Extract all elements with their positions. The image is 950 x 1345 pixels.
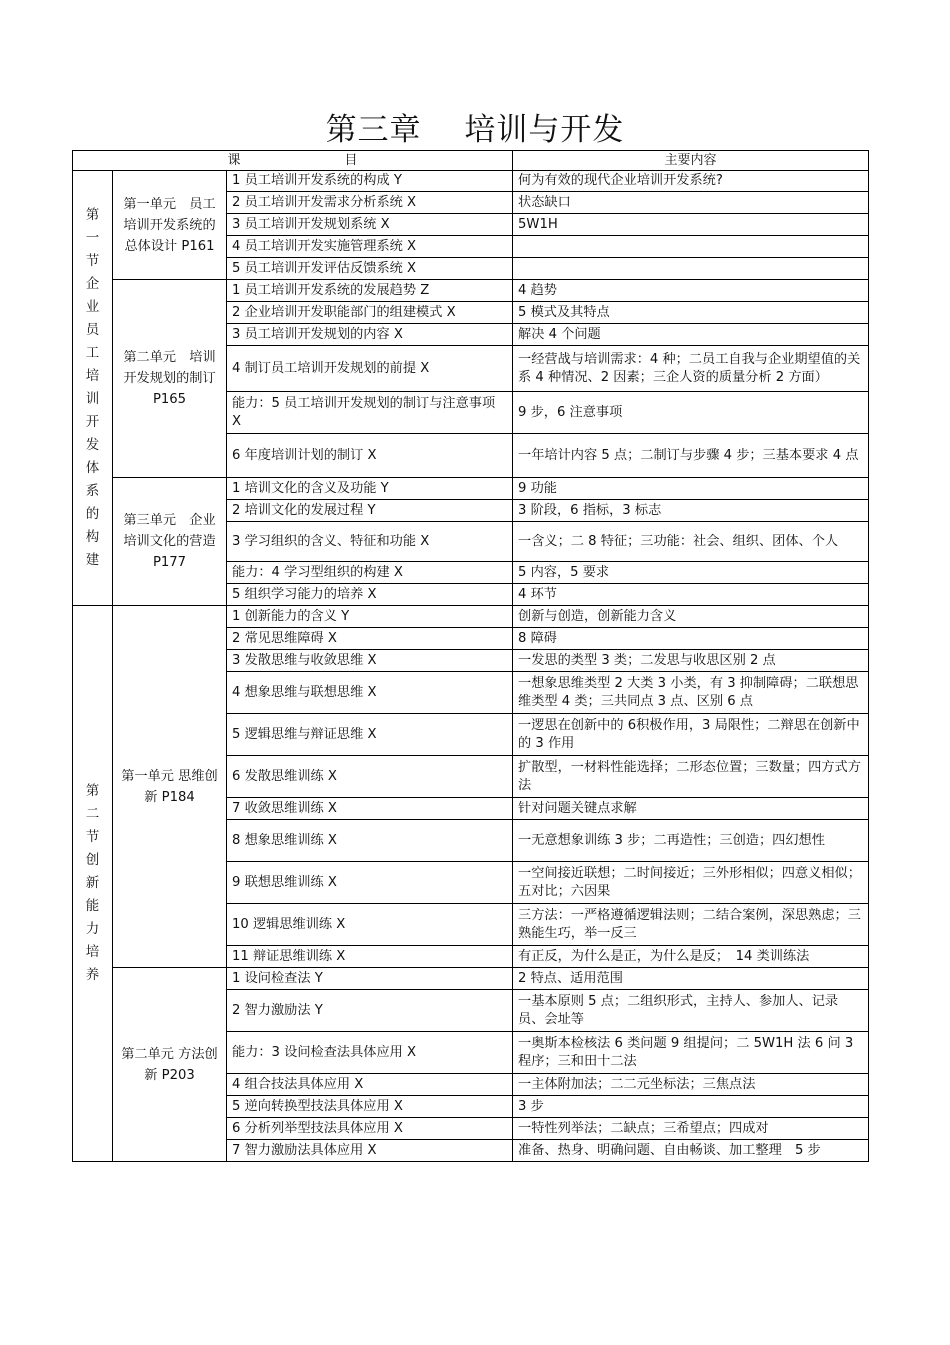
course-cell: 4 想象思维与联想思维 X: [227, 672, 513, 714]
content-cell: 一主体附加法；二二元坐标法；三焦点法: [513, 1074, 869, 1096]
content-cell: 4 环节: [513, 584, 869, 606]
table-row: [73, 606, 869, 628]
content-cell: 一逻思在创新中的 6积极作用，3 局限性；二辩思在创新中的 3 作用: [513, 714, 869, 756]
course-cell: 3 员工培训开发规划的内容 X: [227, 324, 513, 346]
course-cell: 能力：4 学习型组织的构建 X: [227, 562, 513, 584]
course-cell: 8 想象思维训练 X: [227, 820, 513, 862]
content-cell: [513, 236, 869, 258]
course-cell: 6 分析列举型技法具体应用 X: [227, 1118, 513, 1140]
course-cell: 7 收敛思维训练 X: [227, 798, 513, 820]
content-cell: 5W1H: [513, 214, 869, 236]
content-cell: 扩散型，一材料性能选择；二形态位置；三数量；四方式方法: [513, 756, 869, 798]
content-cell: 针对问题关键点求解: [513, 798, 869, 820]
content-cell: 4 趋势: [513, 280, 869, 302]
course-cell: 5 组织学习能力的培养 X: [227, 584, 513, 606]
table-row: [73, 968, 869, 990]
content-cell: 一奥斯本检核法 6 类问题 9 组提问；二 5W1H 法 6 问 3 程序；三和田十二法: [513, 1032, 869, 1074]
course-cell: 3 发散思维与收敛思维 X: [227, 650, 513, 672]
content-cell: 有正反，为什么是正，为什么是反； 14 类训练法: [513, 946, 869, 968]
content-cell: 5 内容，5 要求: [513, 562, 869, 584]
content-cell: 一经营战与培训需求：4 种；二员工自我与企业期望值的关系 4 种情况、2 因素；三企人资的质量分析 2 方面）: [513, 346, 869, 392]
content-cell: 3 步: [513, 1096, 869, 1118]
course-cell: 2 培训文化的发展过程 Y: [227, 500, 513, 522]
content-cell: 2 特点、适用范围: [513, 968, 869, 990]
course-cell: 4 制订员工培训开发规划的前提 X: [227, 346, 513, 392]
content-cell: 一无意想象训练 3 步；二再造性；三创造；四幻想性: [513, 820, 869, 862]
unit-label: 第三单元 企业培训文化的营造 P177: [113, 478, 227, 606]
course-cell: 2 常见思维障碍 X: [227, 628, 513, 650]
table-row: [73, 280, 869, 302]
unit-label: 第一单元 员工培训开发系统的总体设计 P161: [113, 171, 227, 280]
content-cell: 8 障碍: [513, 628, 869, 650]
table-row: [73, 478, 869, 500]
course-cell: 6 年度培训计划的制订 X: [227, 434, 513, 478]
content-cell: 一特性列举法；二缺点；三希望点；四成对: [513, 1118, 869, 1140]
course-cell: 4 员工培训开发实施管理系统 X: [227, 236, 513, 258]
course-cell: 4 组合技法具体应用 X: [227, 1074, 513, 1096]
content-cell: 一空间接近联想；二时间接近；三外形相似；四意义相似；五对比；六因果: [513, 862, 869, 904]
content-cell: 何为有效的现代企业培训开发系统?: [513, 171, 869, 192]
section-label: 第 一 节 企 业 员 工 培 训 开 发 体 系 的 构 建: [73, 171, 113, 606]
unit-label: 第二单元 方法创新 P203: [113, 968, 227, 1162]
course-cell: 1 设问检查法 Y: [227, 968, 513, 990]
table-header-row: [73, 151, 869, 171]
content-cell: 三方法：一严格遵循逻辑法则；二结合案例，深思熟虑；三熟能生巧，举一反三: [513, 904, 869, 946]
course-cell: 5 员工培训开发评估反馈系统 X: [227, 258, 513, 280]
course-cell: 10 逻辑思维训练 X: [227, 904, 513, 946]
course-cell: 5 逻辑思维与辩证思维 X: [227, 714, 513, 756]
course-cell: 7 智力激励法具体应用 X: [227, 1140, 513, 1162]
content-cell: 状态缺口: [513, 192, 869, 214]
content-cell: 准备、热身、明确问题、自由畅谈、加工整理 5 步: [513, 1140, 869, 1162]
page-title: 第三章 培训与开发: [325, 112, 625, 148]
unit-label: 第一单元 思维创新 P184: [113, 606, 227, 968]
course-cell: 11 辩证思维训练 X: [227, 946, 513, 968]
header-content: 主要内容: [513, 151, 869, 171]
content-cell: [513, 258, 869, 280]
content-cell: 一基本原则 5 点；二组织形式，主持人、参加人、记录员、会址等: [513, 990, 869, 1032]
course-cell: 3 学习组织的含义、特征和功能 X: [227, 522, 513, 562]
unit-label: 第二单元 培训开发规划的制订 P165: [113, 280, 227, 478]
course-cell: 1 创新能力的含义 Y: [227, 606, 513, 628]
content-cell: 5 模式及其特点: [513, 302, 869, 324]
course-cell: 1 培训文化的含义及功能 Y: [227, 478, 513, 500]
curriculum-table: [72, 150, 869, 1162]
content-cell: 创新与创造，创新能力含义: [513, 606, 869, 628]
section-label: 第 二 节 创 新 能 力 培 养: [73, 606, 113, 1162]
course-cell: 5 逆向转换型技法具体应用 X: [227, 1096, 513, 1118]
course-cell: 2 企业培训开发职能部门的组建模式 X: [227, 302, 513, 324]
table-body: [73, 171, 869, 1162]
course-cell: 2 智力激励法 Y: [227, 990, 513, 1032]
content-cell: 9 步，6 注意事项: [513, 392, 869, 434]
course-cell: 2 员工培训开发需求分析系统 X: [227, 192, 513, 214]
table-row: [73, 171, 869, 192]
header-course: 课 目: [73, 151, 513, 171]
course-cell: 1 员工培训开发系统的构成 Y: [227, 171, 513, 192]
course-cell: 能力：5 员工培训开发规划的制订与注意事项 X: [227, 392, 513, 434]
content-cell: 9 功能: [513, 478, 869, 500]
content-cell: 解决 4 个问题: [513, 324, 869, 346]
course-cell: 能力：3 设问检查法具体应用 X: [227, 1032, 513, 1074]
course-cell: 9 联想思维训练 X: [227, 862, 513, 904]
content-cell: 3 阶段，6 指标，3 标志: [513, 500, 869, 522]
content-cell: 一含义；二 8 特征；三功能：社会、组织、团体、个人: [513, 522, 869, 562]
course-cell: 6 发散思维训练 X: [227, 756, 513, 798]
course-cell: 1 员工培训开发系统的发展趋势 Z: [227, 280, 513, 302]
content-cell: 一发思的类型 3 类；二发思与收思区别 2 点: [513, 650, 869, 672]
content-cell: 一年培计内容 5 点；二制订与步骤 4 步；三基本要求 4 点: [513, 434, 869, 478]
content-cell: 一想象思维类型 2 大类 3 小类，有 3 抑制障碍；二联想思维类型 4 类；三共同点 3 点、区别 6 点: [513, 672, 869, 714]
course-cell: 3 员工培训开发规划系统 X: [227, 214, 513, 236]
